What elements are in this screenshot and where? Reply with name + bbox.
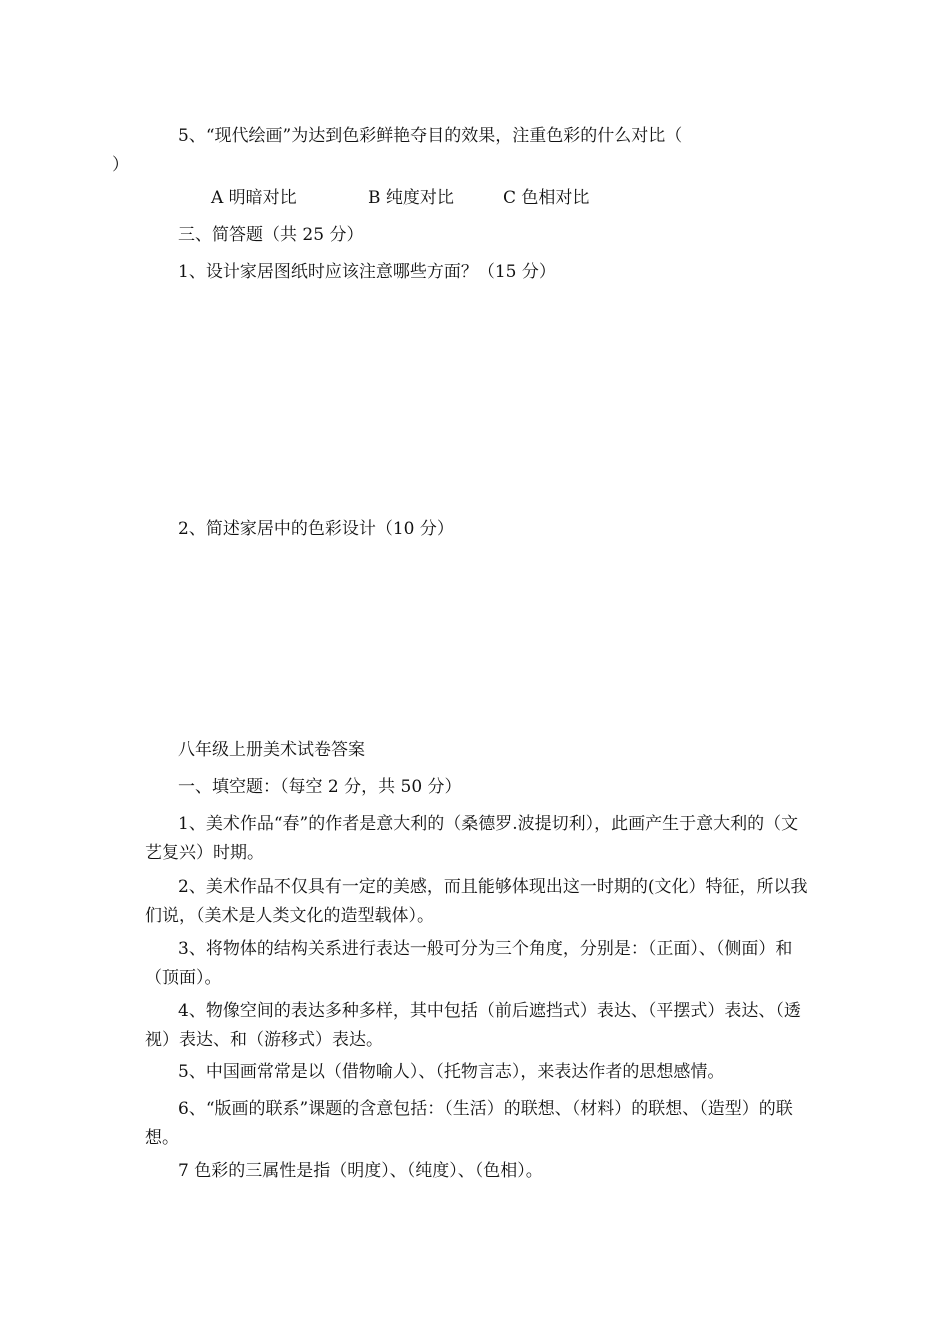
answer-item-7: 7 色彩的三属性是指（明度）、（纯度）、（色相）。	[178, 1161, 543, 1181]
question-5-line-2: ）	[112, 155, 129, 175]
answer-item-4: 4、物像空间的表达多种多样，其中包括（前后遮挡式）表达、（平摆式）表达、（透视）表达、和（游移式）表达。	[145, 1001, 801, 1050]
answer-item-1: 1、美术作品“春”的作者是意大利的（桑德罗.波提切利），此画产生于意大利的（文艺复兴）时期。	[145, 814, 799, 863]
answer-item-6: 6、“版画的联系”课题的含意包括：（生活）的联想、（材料）的联想、（造型）的联想。	[145, 1099, 793, 1148]
short-answer-question-1: 1、设计家居图纸时应该注意哪些方面？（15 分）	[178, 262, 556, 282]
answer-key-title: 八年级上册美术试卷答案	[178, 740, 365, 760]
short-answer-question-2: 2、简述家居中的色彩设计（10 分）	[178, 519, 454, 539]
question-5-options	[145, 184, 810, 213]
option-b: B 纯度对比	[368, 188, 454, 208]
answer-item-2: 2、美术作品不仅具有一定的美感，而且能够体现出这一时期的(文化）特征，所以我们说，（美术是人类文化的造型载体）。	[145, 877, 808, 926]
option-c: C 色相对比	[503, 188, 590, 208]
answer-item-5: 5、中国画常常是以（借物喻人）、（托物言志），来表达作者的思想感情。	[178, 1062, 725, 1082]
answer-section-1-heading: 一、填空题：（每空 2 分，共 50 分）	[178, 777, 462, 797]
answer-item-3: 3、将物体的结构关系进行表达一般可分为三个角度，分别是：（正面）、（侧面）和（顶面）。	[145, 939, 793, 988]
question-5-line-1: 5、“现代绘画”为达到色彩鲜艳夺目的效果，注重色彩的什么对比（	[178, 126, 683, 146]
option-a: A 明暗对比	[211, 188, 297, 208]
question-5-text	[112, 122, 810, 180]
section-3-heading: 三、简答题（共 25 分）	[178, 225, 364, 245]
